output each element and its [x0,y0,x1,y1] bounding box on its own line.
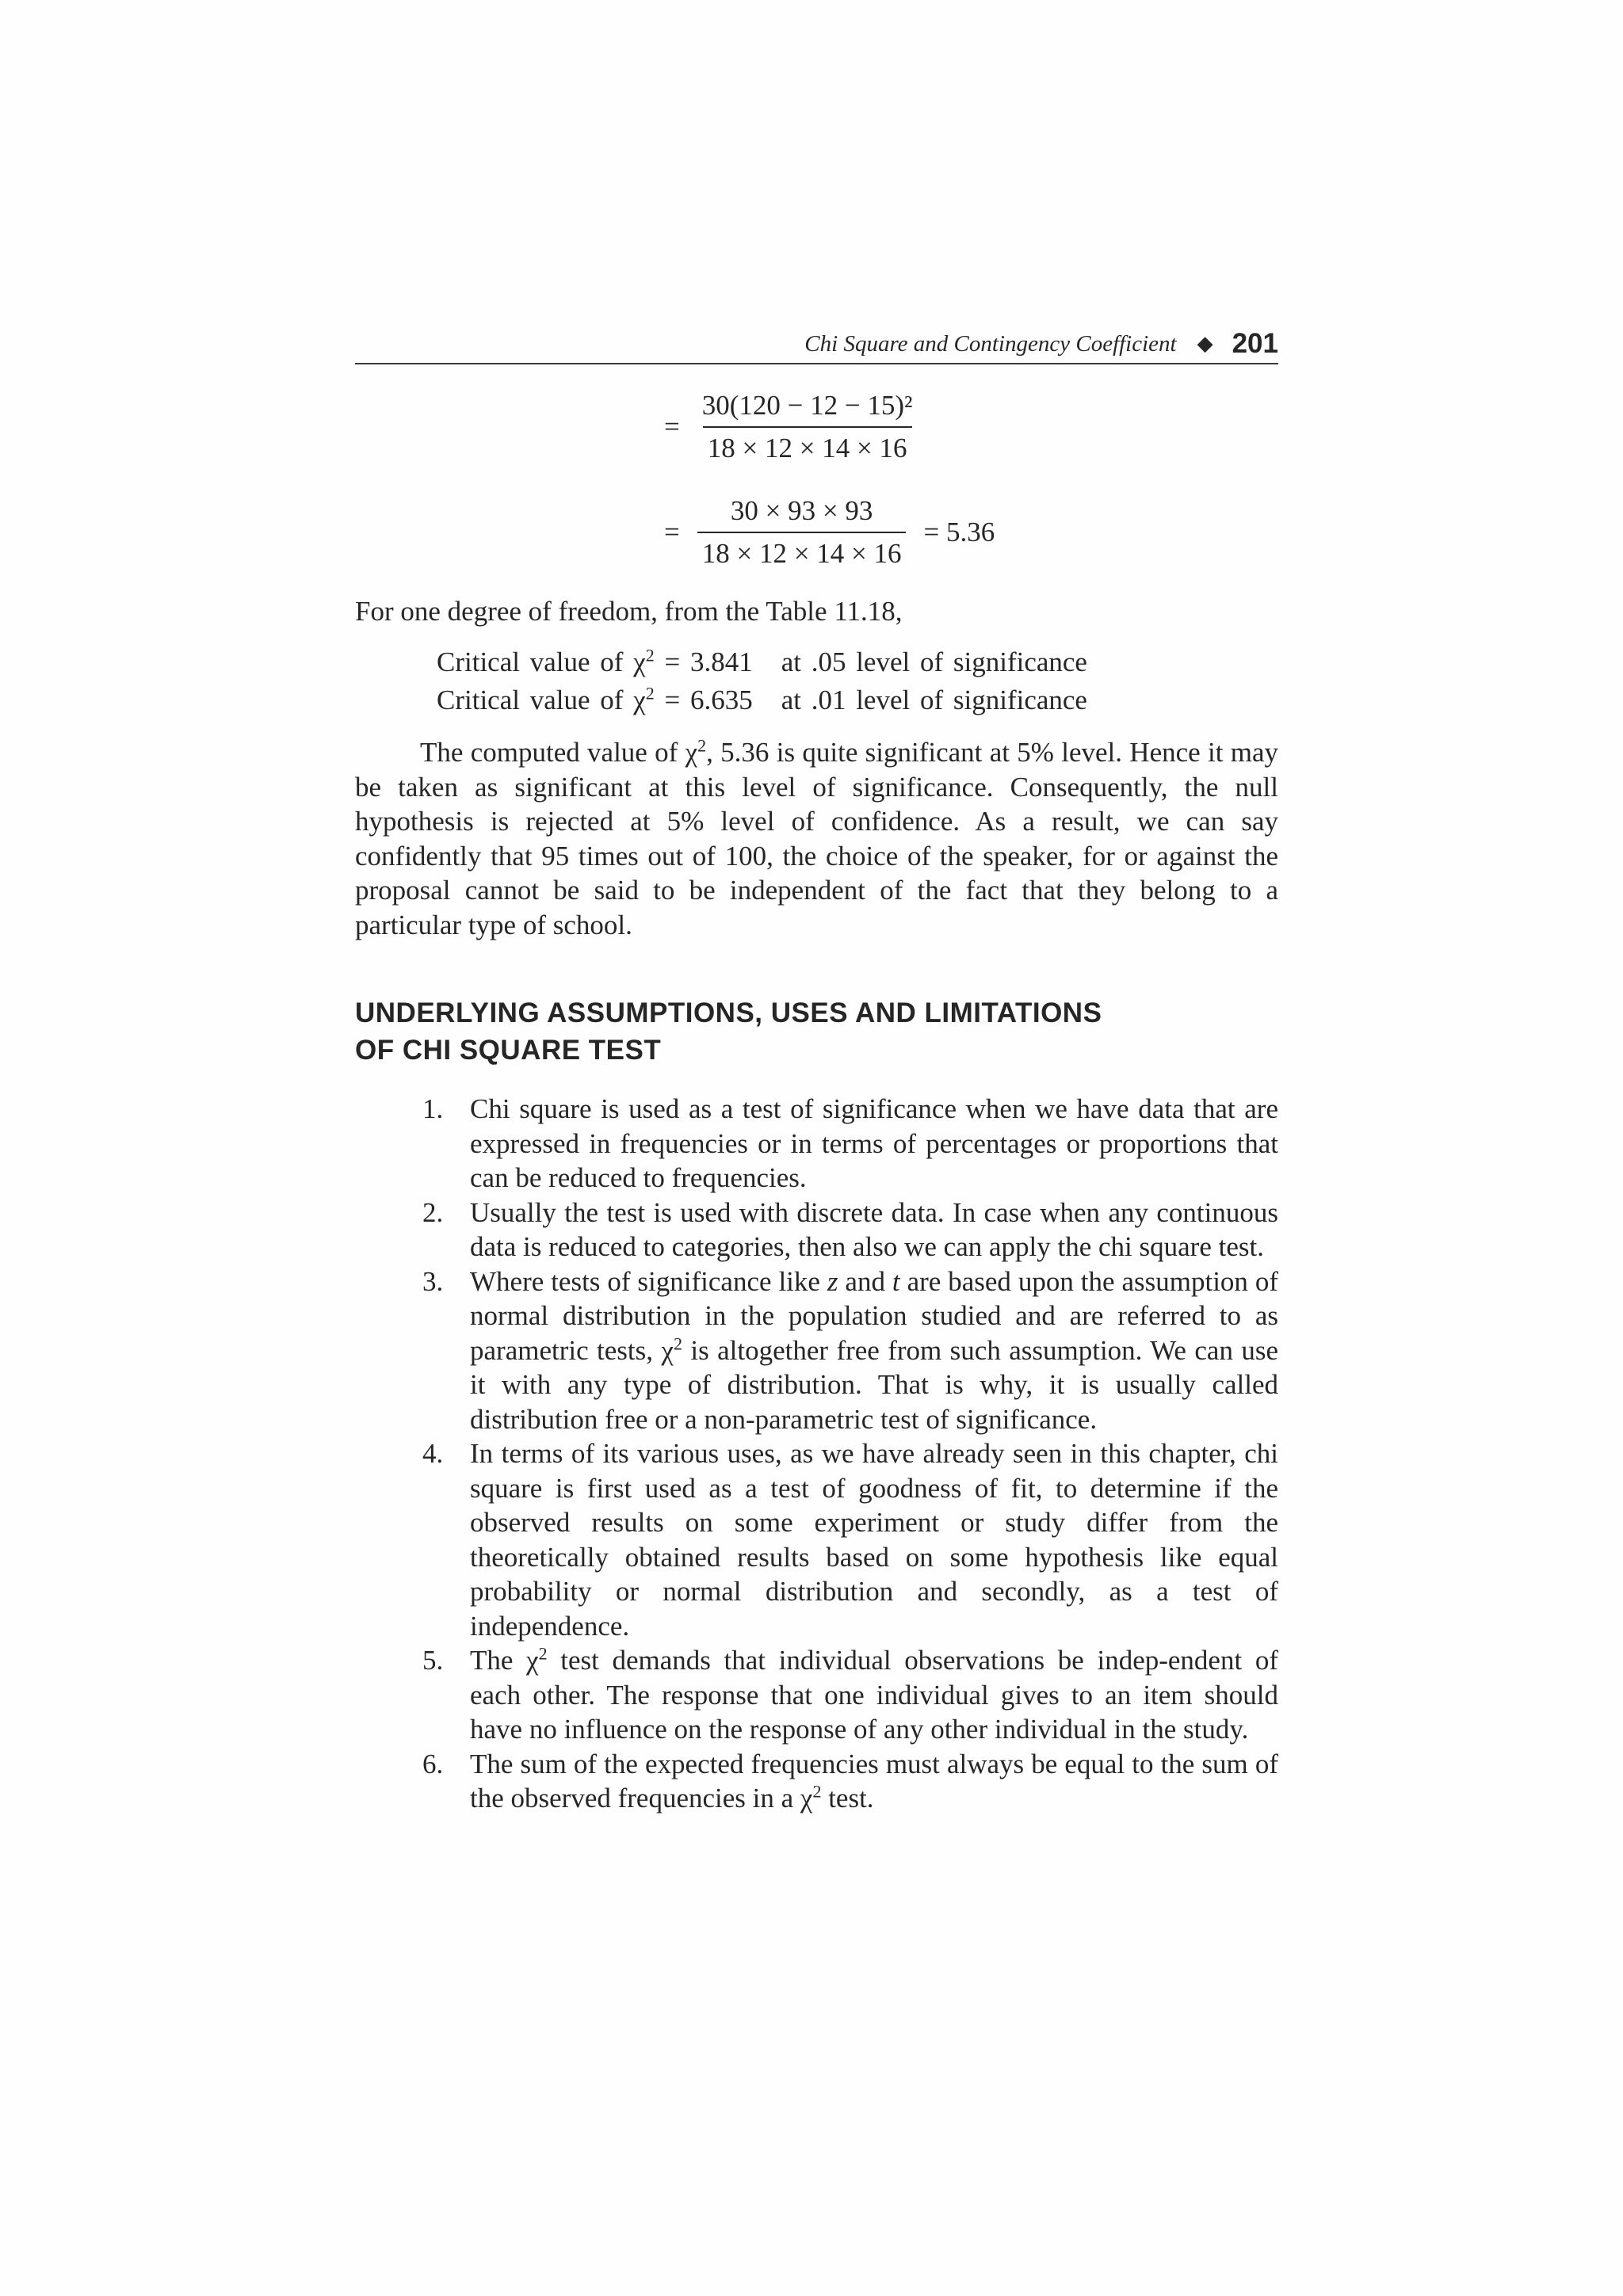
body-paragraph [355,735,1278,942]
superscript: 2 [673,1333,682,1353]
heading-line-2: OF CHI SQUARE TEST [355,1035,662,1066]
paragraph-text-a: The computed value of χ [420,737,698,768]
heading-line-1: UNDERLYING ASSUMPTIONS, USES AND LIMITATIONS [355,997,1102,1028]
list-item [355,1092,1278,1196]
critical-level: at .05 level of significance [781,646,1087,677]
list-text: Chi square is used as a test of significance when we have data that are expressed in frequencies or in terms of percentages or proportions that can be reduced to frequencies. [470,1093,1278,1193]
critical-value-row [437,685,1087,716]
list-item [355,1264,1278,1437]
list-number: 5. [422,1645,444,1676]
list-text: and [838,1265,892,1297]
superscript: 2 [538,1643,548,1664]
critical-value: = 6.635 [654,685,753,715]
list-item [355,1747,1278,1816]
list-text: test. [821,1783,874,1814]
superscript: 2 [812,1781,822,1802]
list-number: 4. [422,1438,444,1469]
critical-value-row [437,646,1087,678]
denominator: 18 × 12 × 14 × 16 [697,532,907,570]
diamond-icon: ◆ [1197,332,1213,355]
list-number: 6. [422,1748,444,1779]
running-head [355,325,1278,364]
page-number: 201 [1232,328,1278,359]
paragraph-text-b: , 5.36 is quite significant at 5% level. Hence it may be taken as significant at this level of significance. Consequently, the null hypothesis is rejected at 5% level of confidence. As a result, we can say confidently that 95 times out of 100, the choice of the speaker, for or against the proposal cannot be said to be independent of the fact that they belong to a particular type of school. [355,737,1278,940]
fraction [697,495,907,570]
fraction [697,390,918,464]
list-text: test demands that individual observations be indep-endent of each other. The response that one individual gives to an item should have no influence on the response of any other individual in the study. [470,1645,1278,1745]
critical-value: = 3.841 [654,646,753,677]
equation-1 [664,390,935,464]
list-item [355,1643,1278,1747]
running-title: Chi Square and Contingency Coefficient [804,330,1177,357]
critical-level: at .01 level of significance [781,685,1087,715]
equals-sign: = [664,411,680,442]
list-text: The χ [470,1645,539,1676]
critical-label: Critical value of χ [437,646,646,677]
list-item [355,1196,1278,1264]
list-number: 2. [422,1196,444,1228]
list-text: In terms of its various uses, as we have already seen in this chapter, chi square is first used as a test of goodness of fit, to determine if the observed results on some experiment or study differ from the theoretically obtained results based on some hypothesis like equal probability or normal distribution and secondly, as a test of independence. [470,1438,1278,1642]
critical-label: Critical value of χ [437,685,646,715]
assumptions-list [355,1092,1278,1816]
list-text: The sum of the expected frequencies must always be equal to the sum of the observed frequencies in a χ [470,1748,1278,1814]
denominator: 18 × 12 × 14 × 16 [703,426,912,464]
intro-line: For one degree of freedom, from the Table 11.18, [355,596,903,627]
list-text: Where tests of significance like [470,1265,827,1297]
list-text: is altogether free from such assumption. We can use it with any type of distribution. That is why, it is usually called distribution free or a non-parametric test of significance. [470,1334,1278,1435]
equation-2 [664,495,995,570]
list-number: 1. [422,1093,444,1124]
z-symbol: z [827,1265,838,1297]
equation-result: = 5.36 [923,517,995,547]
list-number: 3. [422,1265,444,1297]
t-symbol: t [892,1265,900,1297]
section-heading [355,994,1278,1069]
numerator: 30 × 93 × 93 [730,495,873,526]
superscript: 2 [697,735,707,756]
superscript: 2 [645,683,655,704]
list-text: Usually the test is used with discrete data. In case when any continuous data is reduced to categories, then also we can apply the chi square test. [470,1196,1278,1262]
list-text: are based upon the assumption of normal distribution in the population studied and are referred to as parametric tests, χ [470,1265,1278,1366]
list-item [355,1436,1278,1643]
numerator: 30(120 − 12 − 15)² [701,390,913,421]
superscript: 2 [645,645,655,666]
equals-sign: = [664,517,680,547]
